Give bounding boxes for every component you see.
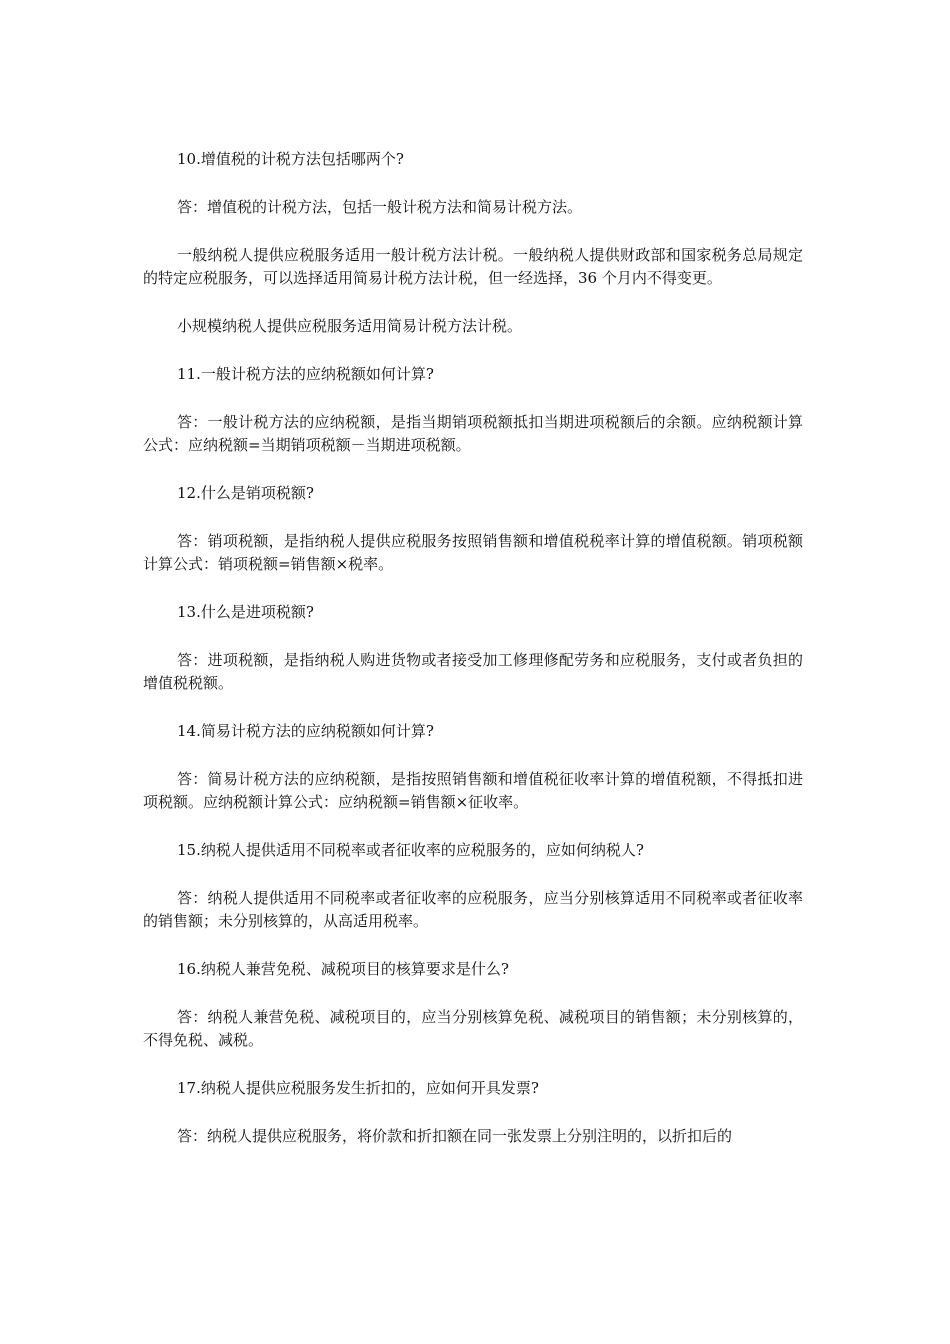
answer-16: 答：纳税人兼营免税、减税项目的，应当分别核算免税、减税项目的销售额；未分别核算的，不得免税、减税。 (143, 1008, 803, 1049)
answer-10-small-taxpayer: 小规模纳税人提供应税服务适用简易计税方法计税。 (177, 317, 523, 335)
answer-17: 答：纳税人提供应税服务，将价款和折扣额在同一张发票上分别注明的，以折扣后的 (177, 1127, 733, 1145)
answer-10-general-taxpayer: 一般纳税人提供应税服务适用一般计税方法计税。一般纳税人提供财政部和国家税务总局规定的特定应税服务，可以选择适用简易计税方法计税，但一经选择，36 个月内不得变更。 (143, 246, 803, 287)
question-12: 12.什么是销项税额? (177, 484, 314, 502)
document-body (143, 148, 803, 1173)
answer-12: 答：销项税额，是指纳税人提供应税服务按照销售额和增值税税率计算的增值税额。销项税额计算公式：销项税额=销售额×税率。 (143, 532, 803, 573)
question-17: 17.纳税人提供应税服务发生折扣的，应如何开具发票? (177, 1079, 539, 1097)
question-11: 11.一般计税方法的应纳税额如何计算? (177, 365, 434, 383)
answer-13: 答：进项税额，是指纳税人购进货物或者接受加工修理修配劳务和应税服务，支付或者负担的增值税税额。 (143, 651, 803, 692)
answer-15: 答：纳税人提供适用不同税率或者征收率的应税服务，应当分别核算适用不同税率或者征收率的销售额；未分别核算的，从高适用税率。 (143, 889, 803, 930)
question-10: 10.增值税的计税方法包括哪两个? (177, 150, 404, 168)
question-15: 15.纳税人提供适用不同税率或者征收率的应税服务的，应如何纳税人? (177, 841, 644, 859)
answer-14: 答：简易计税方法的应纳税额，是指按照销售额和增值税征收率计算的增值税额，不得抵扣进项税额。应纳税额计算公式：应纳税额=销售额×征收率。 (143, 770, 803, 811)
answer-11: 答：一般计税方法的应纳税额，是指当期销项税额抵扣当期进项税额后的余额。应纳税额计算公式：应纳税额=当期销项税额－当期进项税额。 (143, 413, 803, 454)
question-13: 13.什么是进项税额? (177, 603, 314, 621)
question-14: 14.简易计税方法的应纳税额如何计算? (177, 722, 434, 740)
question-16: 16.纳税人兼营免税、减税项目的核算要求是什么? (177, 960, 509, 978)
answer-10: 答：增值税的计税方法，包括一般计税方法和简易计税方法。 (177, 198, 583, 216)
